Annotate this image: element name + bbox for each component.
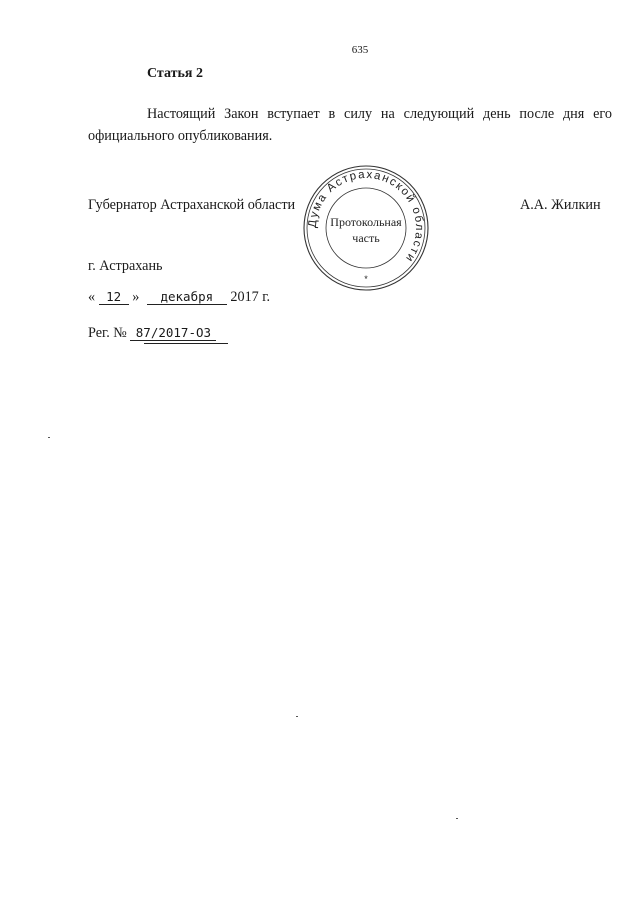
date-month: декабря [147,290,227,305]
scan-speck [456,818,458,819]
stamp-star: * [364,274,368,284]
official-stamp [300,162,432,294]
date-close-quote: » [132,289,140,305]
scan-speck [296,716,298,717]
stamp-ring-text: Дума Астраханской области [306,168,426,265]
stamp-center-line2: часть [352,231,380,245]
place-of-signing: г. Астрахань [88,258,163,274]
page-number: 635 [351,44,369,56]
date-year: 2017 г. [230,289,271,305]
stamp-center-line1: Протокольная [330,215,402,229]
signatory-name: А.А. Жилкин [520,197,601,213]
scan-speck [48,437,50,438]
registration-number: 87/2017-ОЗ [130,326,216,341]
article-text: Настоящий Закон вступает в силу на следующий день после дня его официального опубликования. [88,106,612,144]
signatory-title: Губернатор Астраханской области [88,197,296,213]
date-day: 12 [99,290,129,305]
article-heading: Статья 2 [147,66,203,81]
date-open-quote: « [88,289,96,305]
registration-line [88,325,216,342]
registration-label: Рег. № [88,325,127,341]
registration-underline [144,343,228,344]
signing-date [88,289,270,306]
